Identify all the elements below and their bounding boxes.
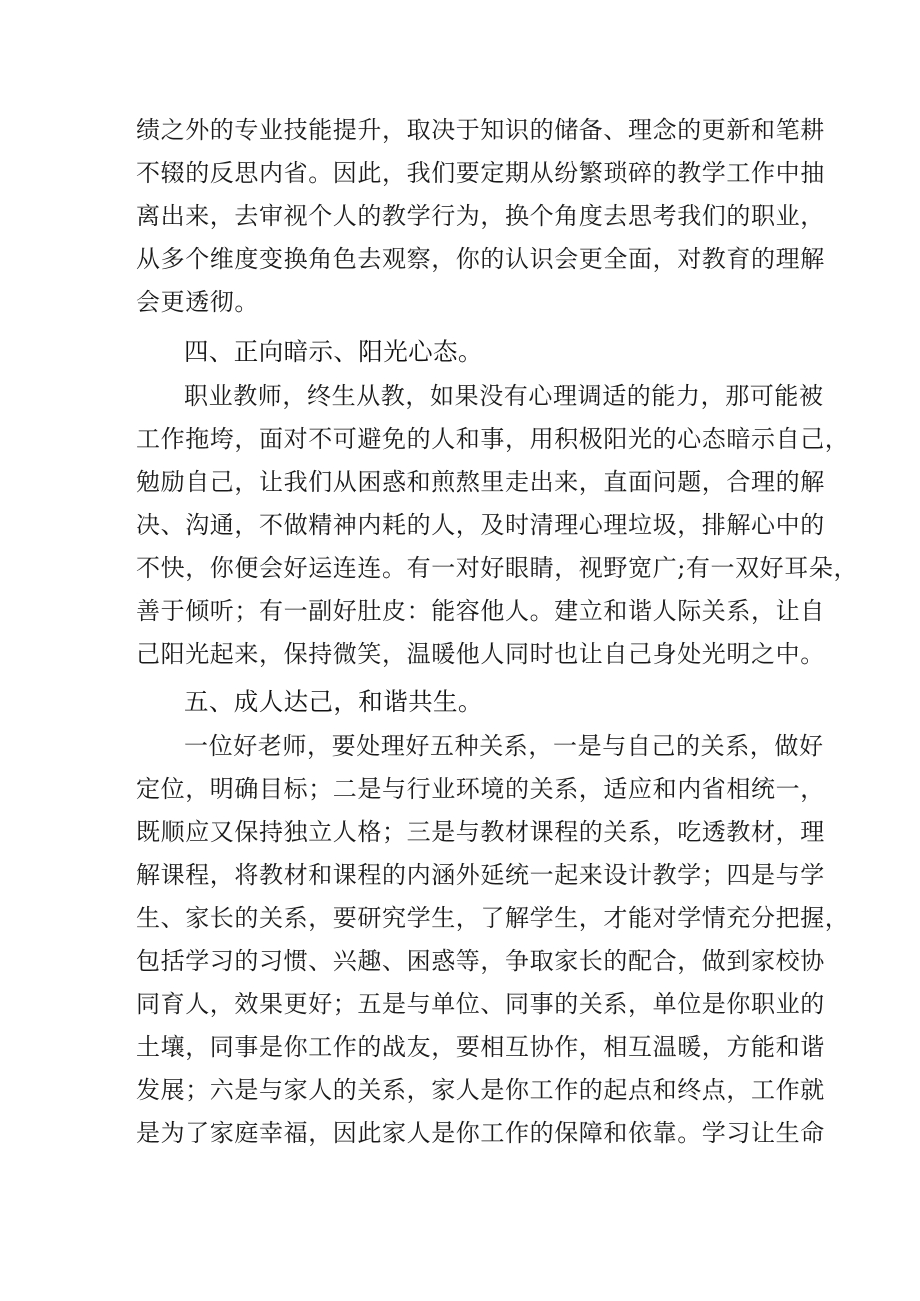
- para2-line: 善于倾听；有一副好肚皮：能容他人。建立和谐人际关系，让自: [136, 597, 825, 625]
- para1-line: 会更透彻。: [136, 288, 259, 316]
- para3-line: 解课程，将教材和课程的内涵外延统一起来设计教学；四是与学: [136, 861, 825, 889]
- para3-line: 生、家长的关系，要研究学生，了解学生，才能对学情充分把握，: [136, 904, 850, 932]
- para3-line: 是为了家庭幸福，因此家人是你工作的保障和依靠。学习让生命: [136, 1119, 825, 1147]
- para1-line: 从多个维度变换角色去观察，你的认识会更全面，对教育的理解: [136, 245, 825, 273]
- section-heading-5: 五、成人达己，和谐共生。: [184, 687, 483, 716]
- para2-line: 职业教师，终生从教，如果没有心理调适的能力，那可能被: [184, 382, 824, 410]
- para1-line: 绩之外的专业技能提升，取决于知识的储备、理念的更新和笔耕: [136, 116, 825, 144]
- para3-line: 包括学习的习惯、兴趣、困惑等，争取家长的配合，做到家校协: [136, 947, 825, 975]
- para3-line: 发展；六是与家人的关系，家人是你工作的起点和终点，工作就: [136, 1076, 825, 1104]
- para3-line: 土壤，同事是你工作的战友，要相互协作，相互温暖，方能和谐: [136, 1033, 825, 1061]
- para1-line: 不辍的反思内省。因此，我们要定期从纷繁琐碎的教学工作中抽: [136, 159, 825, 187]
- para2-line: 工作拖垮，面对不可避免的人和事，用积极阳光的心态暗示自己，: [136, 425, 850, 453]
- para2-line: 勉励自己，让我们从困惑和煎熬里走出来，直面问题，合理的解: [136, 468, 825, 496]
- para2-line: 己阳光起来，保持微笑，温暖他人同时也让自己身处光明之中。: [136, 640, 825, 668]
- section-heading-4: 四、正向暗示、阳光心态。: [184, 337, 483, 366]
- para2-line: 决、沟通，不做精神内耗的人，及时清理心理垃圾，排解心中的: [136, 511, 825, 539]
- para3-line: 定位，明确目标；二是与行业环境的关系，适应和内省相统一，: [136, 775, 825, 803]
- para3-line: 既顺应又保持独立人格；三是与教材课程的关系，吃透教材，理: [136, 818, 825, 846]
- para3-line: 同育人，效果更好；五是与单位、同事的关系，单位是你职业的: [136, 990, 825, 1018]
- para3-line: 一位好老师，要处理好五种关系，一是与自己的关系，做好: [184, 732, 824, 760]
- para2-line: 不快，你便会好运连连。有一对好眼睛，视野宽广;有一双好耳朵，: [136, 554, 859, 582]
- para1-line: 离出来，去审视个人的教学行为，换个角度去思考我们的职业，: [136, 202, 825, 230]
